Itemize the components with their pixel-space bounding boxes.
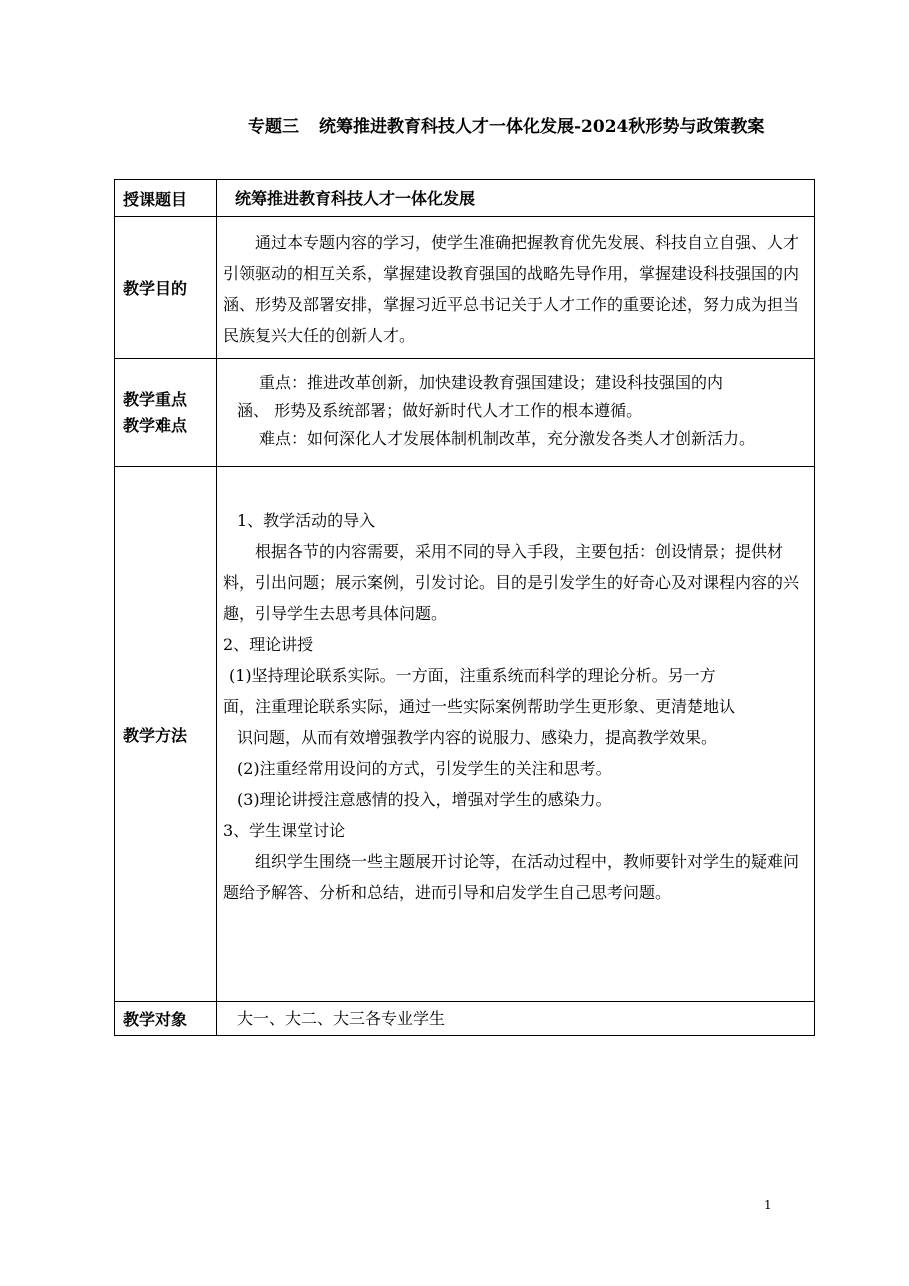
label-audience: 教学对象 [115,1002,217,1036]
label-topic: 授课题目 [115,180,217,217]
method-section-1-title: 1、教学活动的导入 [237,511,376,530]
table-row-objective [115,217,815,359]
difficulty-text: 难点：如何深化人才发展体制机制改革，充分激发各类人才创新活力。 [259,429,756,448]
method-section-2-point-1-a: (1)坚持理论联系实际。一方面，注重系统而科学的理论分析。另一方 [229,666,716,685]
value-topic: 统筹推进教育科技人才一体化发展 [217,180,815,217]
page-number: 1 [764,1198,772,1212]
table-row-topic [115,180,815,217]
document-title [248,116,848,138]
value-objective [217,217,815,359]
table-row-method [115,467,815,1002]
objective-text: 通过本专题内容的学习，使学生准确把握教育优先发展、科技自立自强、人才引领驱动的相互关系，掌握建设教育强国的战略先导作用，掌握建设科技强国的内涵、形势及部署安排，掌握习近平总书记关于人才工作的重要论述，努力成为担当民族复兴大任的创新人才。 [223,233,800,345]
label-key-points: 教学重点 [123,389,188,409]
title-main: 统筹推进教育科技人才一体化发展-2024秋形势与政策教案 [319,117,765,137]
label-difficulties: 教学难点 [123,415,188,435]
method-section-2-title: 2、理论讲授 [223,635,314,654]
table-row-focus [115,359,815,467]
method-section-2-point-1-b: 面，注重理论联系实际，通过一些实际案例帮助学生更形象、更清楚地认 [223,697,736,716]
method-section-2-point-1-c: 识问题，从而有效增强教学内容的说服力、感染力，提高教学效果。 [237,728,718,747]
method-section-2-point-3: (3)理论讲授注意感情的投入，增强对学生的感染力。 [237,790,612,809]
value-method [217,467,815,1002]
value-focus [217,359,815,467]
method-section-3-title: 3、学生课堂讨论 [223,821,346,840]
method-section-1-text: 根据各节的内容需要，采用不同的导入手段，主要包括：创设情景；提供材料，引出问题；展示案例，引发讨论。目的是引发学生的好奇心及对课程内容的兴趣，引导学生去思考具体问题。 [223,542,800,623]
title-prefix: 专题三 [248,117,299,137]
key-points-line-2: 涵、 形势及系统部署；做好新时代人才工作的根本遵循。 [237,401,643,420]
method-section-2-point-2: (2)注重经常用设问的方式，引发学生的关注和思考。 [237,759,612,778]
value-audience: 大一、大二、大三各专业学生 [217,1002,815,1036]
table-row-audience [115,1002,815,1036]
lesson-plan-table [114,179,815,1036]
label-objective: 教学目的 [115,217,217,359]
key-points-line-1: 重点：推进改革创新，加快建设教育强国建设；建设科技强国的内 [259,373,724,392]
method-section-3-text: 组织学生围绕一些主题展开讨论等，在活动过程中，教师要针对学生的疑难问题给予解答、分析和总结，进而引导和启发学生自己思考问题。 [223,852,800,902]
label-method: 教学方法 [115,467,217,1002]
label-focus [115,359,217,467]
